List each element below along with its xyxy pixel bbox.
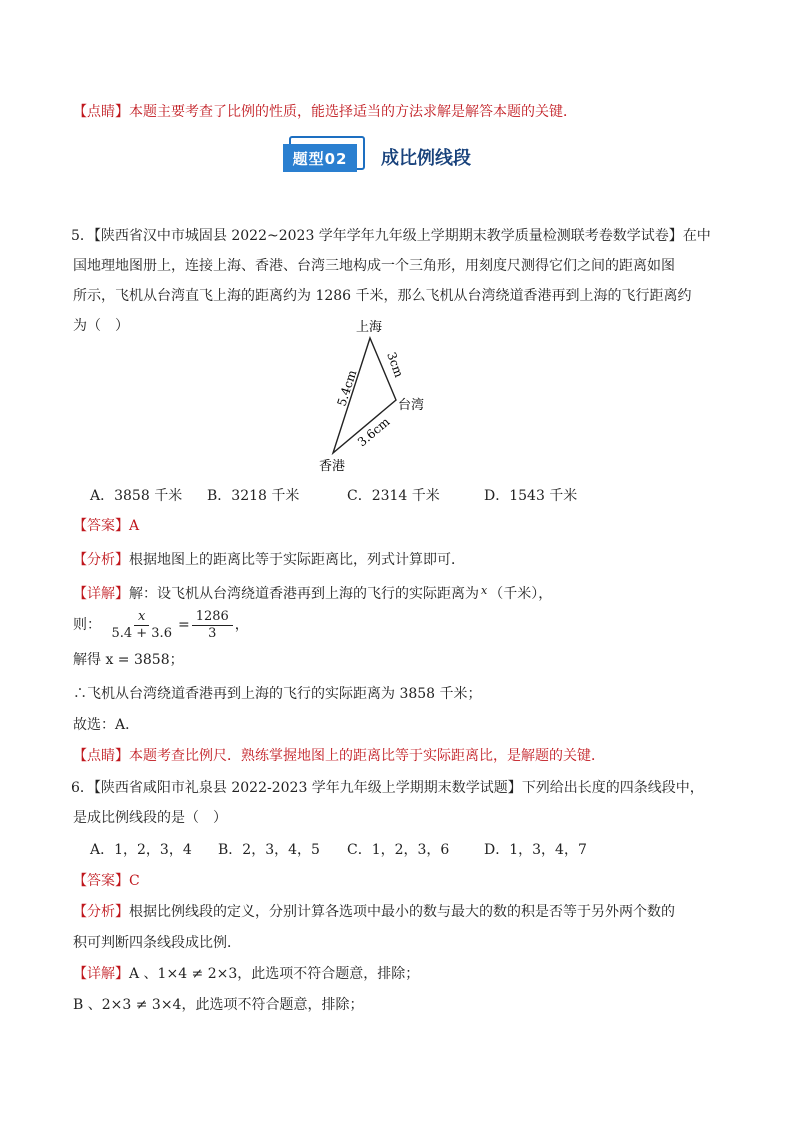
q6-line2: 是成比例线段的是（ ）	[73, 810, 227, 826]
q5-line1	[71, 226, 734, 246]
analysis-text-q6: 根据比例线段的定义，分别计算各选项中最小的数与最大的数的积是否等于另外两个数的	[129, 904, 675, 920]
length-sh-tw: 3cm	[384, 350, 407, 380]
q6-answer	[73, 871, 734, 891]
detail-variable: x	[481, 584, 488, 597]
analysis-text: 根据地图上的距离比等于实际距离比，列式计算即可．	[129, 552, 465, 568]
q5-option-d[interactable]: D．1543 千米	[484, 488, 578, 504]
q5-choose: 故选：A．	[73, 717, 140, 733]
section-badge	[283, 140, 367, 174]
detail-unit: （千米），	[489, 586, 553, 602]
q5-options	[90, 486, 577, 506]
q6-detail-b: B 、2×3 ≠ 3×4，此选项不符合题意，排除；	[73, 997, 364, 1013]
answer-value-q6: C	[129, 873, 140, 889]
q5-option-a[interactable]: A．3858 千米	[90, 488, 183, 504]
point-text: 本题主要考查了比例的性质，能选择适当的方法求解是解答本题的关键．	[129, 104, 577, 120]
analysis-tag: 【分析】	[73, 552, 129, 568]
q5-solve: 解得 x = 3858；	[73, 652, 184, 668]
q5-option-b[interactable]: B．3218 千米	[207, 488, 300, 504]
answer-tag-q6: 【答案】	[73, 873, 129, 889]
point-tag-q5: 【点睛】	[73, 748, 129, 764]
answer-value: A	[129, 518, 140, 534]
q6-option-a[interactable]: A．1，2，3，4	[90, 842, 192, 858]
length-hk-tw: 3.6cm	[354, 414, 393, 450]
q6-analysis	[73, 902, 734, 922]
eq-lhs-num: x	[134, 609, 149, 626]
analysis-tag-q6: 【分析】	[73, 904, 129, 920]
q6-detail-a	[73, 964, 734, 984]
q6-option-d[interactable]: D．1，3，4，7	[484, 842, 587, 858]
q5-line3: 所示，飞机从台湾直飞上海的距离约为 1286 千米，那么飞机从台湾绕道香港再到上海的飞行距离约	[73, 288, 692, 304]
q5-answer	[73, 516, 734, 536]
q6-source: 【陕西省咸阳市礼泉县 2022-2023 学年九年级上学期期末数学试题】	[93, 780, 522, 796]
section-header	[283, 140, 471, 174]
eq-suffix: ，	[234, 617, 249, 633]
q5-therefore: ∴飞机从台湾绕道香港再到上海的飞行的实际距离为 3858 千米；	[73, 686, 482, 702]
q6-options	[90, 840, 587, 860]
q5-option-c[interactable]: C．2314 千米	[347, 488, 440, 504]
detail-tag-q6: 【详解】	[73, 966, 129, 982]
section-title: 成比例线段	[381, 148, 471, 169]
label-taiwan: 台湾	[398, 398, 425, 413]
detail-a-text: A 、1×4 ≠ 2×3，此选项不符合题意，排除；	[129, 966, 420, 982]
q5-equation	[73, 608, 734, 642]
eq-prefix: 则：	[73, 617, 101, 633]
eq-rhs-den: 3	[208, 625, 217, 641]
q5-detail	[73, 581, 734, 604]
section-badge-label: 题型02	[283, 144, 357, 172]
q6-option-c[interactable]: C．1，2，3，6	[347, 842, 450, 858]
q5-line2: 国地理地图册上，连接上海、香港、台湾三地构成一个三角形，用刻度尺测得它们之间的距离如图	[73, 258, 675, 274]
q6-option-b[interactable]: B．2，3，4，5	[218, 842, 320, 858]
q5-point	[73, 746, 734, 766]
q6-text-first: 下列给出长度的四条线段中，	[521, 780, 704, 796]
answer-tag: 【答案】	[73, 518, 129, 534]
eq-lhs-fraction	[107, 609, 176, 642]
label-hongkong: 香港	[319, 459, 346, 474]
q5-text-first: 在中	[682, 228, 711, 244]
q6-analysis-2: 积可判断四条线段成比例．	[73, 935, 241, 951]
eq-rhs-fraction	[192, 609, 233, 642]
length-sh-hk: 5.4cm	[334, 368, 360, 408]
label-shanghai: 上海	[356, 320, 383, 335]
eq-sign: =	[177, 617, 190, 633]
triangle-figure	[310, 312, 460, 482]
eq-lhs-den: 5.4 + 3.6	[111, 625, 172, 641]
eq-rhs-num: 1286	[192, 609, 233, 626]
q5-number: 5．	[71, 228, 94, 244]
q6-line1	[71, 778, 734, 798]
q5-source: 【陕西省汉中市城固县 2022~2023 学年学年九年级上学期期末教学质量检测联考卷数学试卷】	[93, 228, 683, 244]
top-point-note	[73, 102, 734, 122]
q6-number: 6．	[71, 780, 94, 796]
detail-text: 解：设飞机从台湾绕道香港再到上海的飞行的实际距离为	[129, 586, 479, 602]
detail-tag: 【详解】	[73, 586, 129, 602]
point-tag: 【点睛】	[73, 104, 129, 120]
q5-line4: 为（ ）	[73, 318, 129, 334]
point-text-q5: 本题考查比例尺．熟练掌握地图上的距离比等于实际距离比，是解题的关键．	[129, 748, 605, 764]
q5-analysis	[73, 550, 734, 570]
